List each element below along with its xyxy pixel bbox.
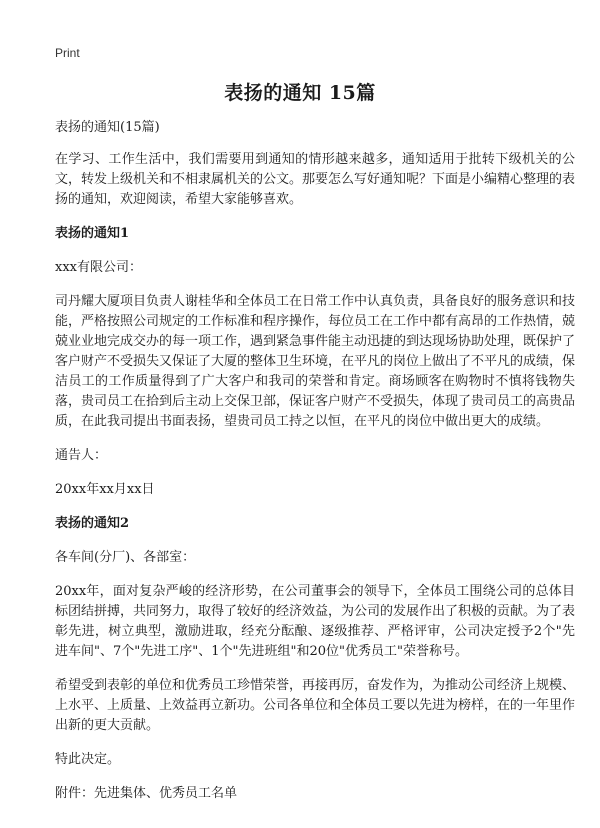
intro-paragraph: 在学习、工作生活中，我们需要用到通知的情形越来越多，通知适用于批转下级机关的公文，转发上级机关和不相隶属机关的公文。那要怎么写好通知呢？下面是小编精心整理的表扬的通知，欢迎阅读，希望大家能够喜欢。	[55, 152, 576, 207]
page-title: 表扬的通知 15篇	[224, 82, 376, 104]
section2-decision: 特此决定。	[55, 752, 121, 767]
section1-signer: 通告人：	[55, 448, 108, 463]
section2-attachment: 附件：先进集体、优秀员工名单	[55, 786, 238, 801]
section2-heading: 表扬的通知2	[55, 516, 130, 531]
section2-body2: 希望受到表彰的单位和优秀员工珍惜荣誉，再接再厉，奋发作为，为推动公司经济上规模、上水平、上质量、上效益再立新功。公司各单位和全体员工要以先进为榜样，在的一年里作出新的更大贡献。	[55, 678, 576, 733]
print-label: Print	[55, 46, 80, 60]
section2-body1: 20xx年，面对复杂严峻的经济形势，在公司董事会的领导下，全体员工围绕公司的总体目标团结拼搏，共同努力，取得了较好的经济效益，为公司的发展作出了积极的贡献。为了表彰先进，树立典型，激励进取，经充分酝酿、逐级推荐、严格评审，公司决定授予2个"先进车间"、7个"先进工序"、1个"先进班组"和20位"优秀员工"荣誉称号。	[55, 584, 576, 659]
document-body	[55, 118, 575, 804]
document-subtitle: 表扬的通知(15篇)	[55, 120, 160, 135]
section1-date: 20xx年xx月xx日	[55, 482, 155, 497]
section1-salutation: xxx有限公司：	[55, 260, 142, 275]
section1-body: 司丹耀大厦项目负责人谢桂华和全体员工在日常工作中认真负责，具备良好的服务意识和技能，严格按照公司规定的工作标准和程序操作，每位员工在工作中都有高昂的工作热情，兢兢业业地完成交办的每一项工作，遇到紧急事件能主动迅捷的到达现场协助处理，既保护了客户财产不受损失又保证了大厦的整体卫生环境，在平凡的岗位上做出了不平凡的成绩，保洁员工的工作质量得到了广大客户和我司的荣誉和肯定。商场顾客在购物时不慎将钱物失落，贵司员工在拾到后主动上交保卫部，保证客户财产不受损失，体现了贵司员工的高贵品质，在此我司提出书面表扬，望贵司员工持之以恒，在平凡的岗位中做出更大的成绩。	[55, 294, 576, 429]
section2-salutation: 各车间(分厂)、各部室：	[55, 550, 196, 565]
section1-heading: 表扬的通知1	[55, 226, 130, 241]
